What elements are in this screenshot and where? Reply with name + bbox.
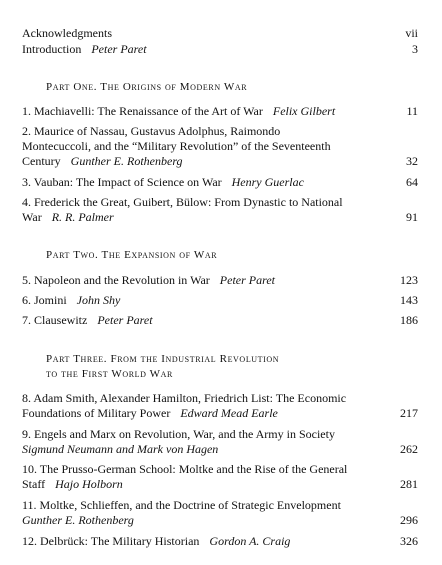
entry-author: Peter Paret (219, 273, 275, 287)
toc-entry (22, 498, 418, 513)
entry-page: 262 (400, 442, 418, 456)
entry-title: 12. Delbrück: The Military Historian (22, 534, 200, 548)
entry-page: vii (405, 26, 418, 40)
part-heading: Part Three. From the Industrial Revolution (46, 353, 280, 365)
entry-page: 186 (400, 313, 418, 327)
part-heading: Part One. The Origins of Modern War (46, 81, 248, 93)
entry-title: Acknowledgments (22, 26, 112, 40)
entry-author: Peter Paret (91, 42, 147, 56)
toc-entry (22, 427, 418, 442)
entry-title: 4. Frederick the Great, Guibert, Bülow: From Dynastic to National (22, 195, 343, 209)
toc-entry (22, 391, 418, 406)
entry-title: 5. Napoleon and the Revolution in War (22, 273, 210, 287)
entry-author: Gunther E. Rothenberg (22, 513, 134, 527)
entry-author: R. R. Palmer (51, 210, 114, 224)
part-heading-continued: to the First World War (46, 368, 173, 380)
toc-entry (22, 195, 418, 210)
entry-page: 281 (400, 477, 418, 491)
toc-entry-continued (22, 442, 418, 457)
entry-author: Sigmund Neumann and Mark von Hagen (22, 442, 219, 456)
entry-title: War (22, 210, 42, 224)
entry-title: Introduction (22, 42, 82, 56)
entry-title: Foundations of Military Power (22, 406, 171, 420)
entry-title: 3. Vauban: The Impact of Science on War (22, 175, 222, 189)
entry-title: 11. Moltke, Schlieffen, and the Doctrine of Strategic Envelopment (22, 498, 341, 512)
part-heading: Part Two. The Expansion of War (46, 249, 218, 261)
entry-title: Montecuccoli, and the “Military Revolution” of the Seventeenth (22, 139, 331, 153)
entry-page: 326 (400, 534, 418, 548)
toc-entry-continued (22, 513, 418, 528)
toc-entry (22, 175, 418, 190)
entry-title: Century (22, 154, 61, 168)
toc-entry (22, 124, 418, 139)
toc-entry (22, 534, 418, 549)
table-of-contents (22, 0, 418, 565)
entry-title: 6. Jomini (22, 293, 67, 307)
toc-entry-acknowledgments (22, 26, 418, 41)
entry-author: Edward Mead Earle (180, 406, 278, 420)
toc-entry (22, 462, 418, 477)
entry-page: 143 (400, 293, 418, 307)
entry-page: 217 (400, 406, 418, 420)
entry-title: 10. The Prusso-German School: Moltke and the Rise of the General (22, 462, 348, 476)
toc-entry (22, 104, 418, 119)
entry-page: 3 (412, 42, 418, 56)
entry-author: Henry Guerlac (231, 175, 304, 189)
entry-author: Gunther E. Rothenberg (70, 154, 183, 168)
toc-entry (22, 293, 418, 308)
entry-page: 11 (406, 104, 418, 118)
toc-entry-continued (22, 210, 418, 225)
entry-title: 7. Clausewitz (22, 313, 88, 327)
toc-entry-continued (22, 139, 418, 154)
toc-entry-continued (22, 154, 418, 169)
entry-author: Peter Paret (97, 313, 153, 327)
entry-author: Hajo Holborn (55, 477, 123, 491)
entry-page: 64 (406, 175, 418, 189)
toc-entry (22, 273, 418, 288)
entry-page: 91 (406, 210, 418, 224)
entry-page: 32 (406, 154, 418, 168)
toc-entry-continued (22, 406, 418, 421)
entry-title: 1. Machiavelli: The Renaissance of the Art of War (22, 104, 263, 118)
entry-author: Gordon A. Craig (209, 534, 291, 548)
entry-title: 9. Engels and Marx on Revolution, War, and the Army in Society (22, 427, 335, 441)
entry-page: 296 (400, 513, 418, 527)
toc-entry-continued (22, 477, 418, 492)
entry-title: 2. Maurice of Nassau, Gustavus Adolphus, Raimondo (22, 124, 281, 138)
entry-page: 123 (400, 273, 418, 287)
entry-author: Felix Gilbert (272, 104, 336, 118)
entry-author: John Shy (76, 293, 121, 307)
toc-entry (22, 313, 418, 328)
toc-entry-introduction (22, 42, 418, 57)
entry-title: 8. Adam Smith, Alexander Hamilton, Friedrich List: The Economic (22, 391, 347, 405)
entry-title: Staff (22, 477, 46, 491)
